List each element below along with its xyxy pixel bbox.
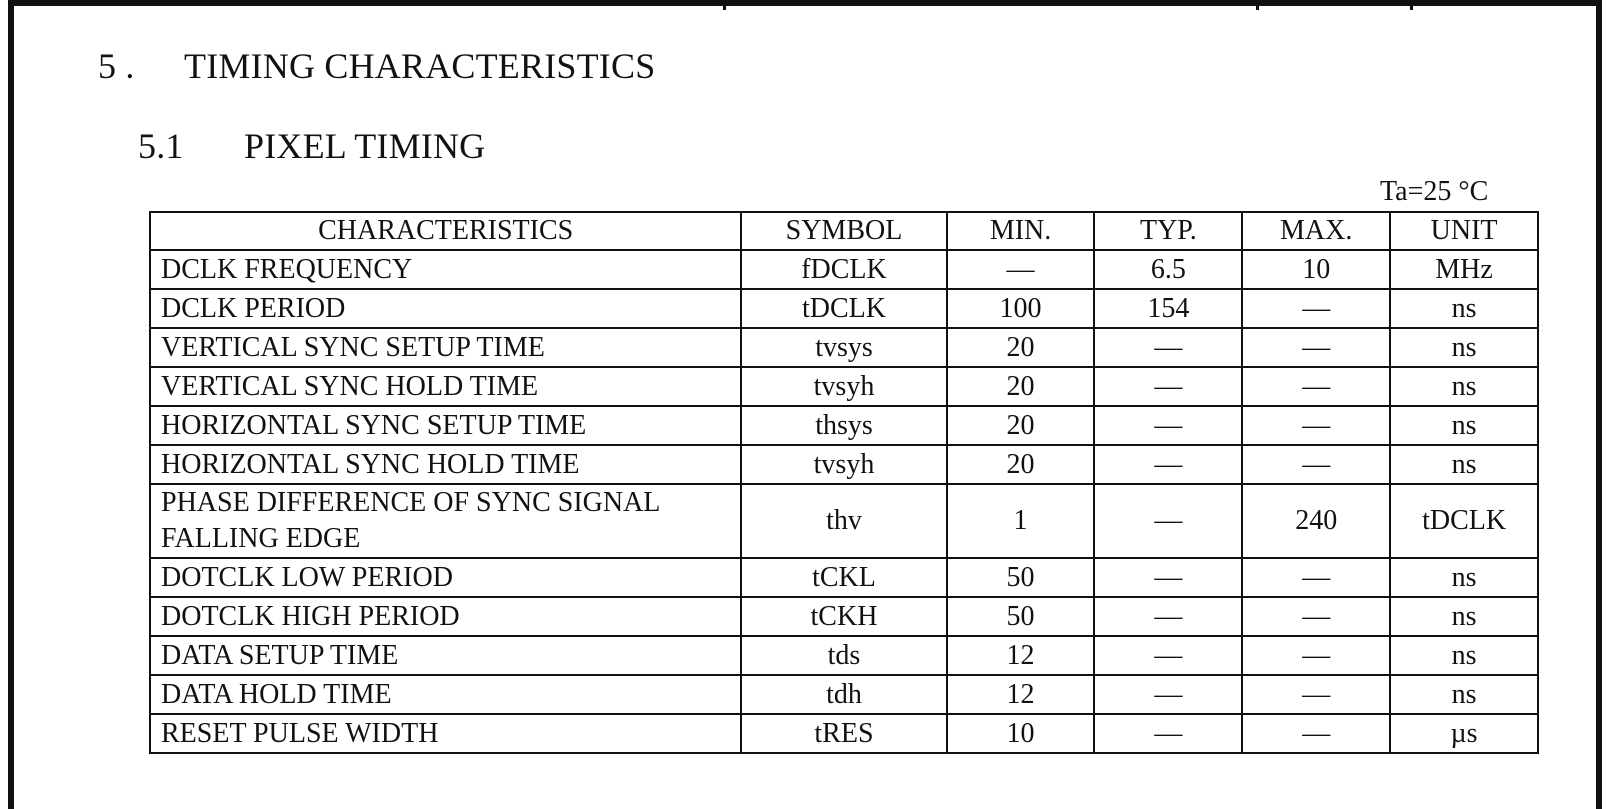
cell-unit: µs	[1390, 714, 1538, 753]
cell-max: —	[1242, 406, 1390, 445]
cell-characteristic: VERTICAL SYNC SETUP TIME	[150, 328, 741, 367]
page-frame-right	[1596, 0, 1602, 809]
cell-min: 12	[947, 675, 1095, 714]
table-row	[150, 367, 1538, 406]
cell-max: —	[1242, 328, 1390, 367]
page-frame-top	[8, 0, 1602, 6]
pixel-timing-table	[149, 211, 1539, 754]
page-frame-left	[8, 0, 14, 809]
cell-characteristic: DATA SETUP TIME	[150, 636, 741, 675]
cell-unit: ns	[1390, 445, 1538, 484]
cell-characteristic: DCLK FREQUENCY	[150, 250, 741, 289]
cell-typ: —	[1094, 558, 1242, 597]
cell-symbol: thv	[741, 484, 946, 558]
cell-symbol: tRES	[741, 714, 946, 753]
cell-typ: —	[1094, 445, 1242, 484]
cell-symbol: tvsyh	[741, 445, 946, 484]
header-symbol: SYMBOL	[741, 212, 946, 250]
cell-typ: —	[1094, 675, 1242, 714]
subsection-title: PIXEL TIMING	[244, 126, 486, 166]
cell-symbol: tDCLK	[741, 289, 946, 328]
table-row	[150, 289, 1538, 328]
cell-min: 50	[947, 558, 1095, 597]
cell-typ: —	[1094, 328, 1242, 367]
cell-unit: tDCLK	[1390, 484, 1538, 558]
cell-max: 10	[1242, 250, 1390, 289]
header-typ: TYP.	[1094, 212, 1242, 250]
cell-symbol: tCKL	[741, 558, 946, 597]
cell-min: 20	[947, 445, 1095, 484]
cell-typ: —	[1094, 367, 1242, 406]
table-row	[150, 636, 1538, 675]
cell-symbol: fDCLK	[741, 250, 946, 289]
cell-min: —	[947, 250, 1095, 289]
cell-symbol: tds	[741, 636, 946, 675]
cell-min: 50	[947, 597, 1095, 636]
cell-characteristic: HORIZONTAL SYNC HOLD TIME	[150, 445, 741, 484]
cell-max: —	[1242, 714, 1390, 753]
cell-unit: ns	[1390, 328, 1538, 367]
cell-min: 20	[947, 328, 1095, 367]
cell-symbol: tCKH	[741, 597, 946, 636]
table-row	[150, 675, 1538, 714]
cell-characteristic: DATA HOLD TIME	[150, 675, 741, 714]
cell-typ: —	[1094, 714, 1242, 753]
frame-tick	[1410, 0, 1413, 10]
cell-unit: ns	[1390, 406, 1538, 445]
frame-tick	[723, 0, 726, 10]
cell-typ: 6.5	[1094, 250, 1242, 289]
cell-typ: 154	[1094, 289, 1242, 328]
cell-characteristic: HORIZONTAL SYNC SETUP TIME	[150, 406, 741, 445]
table-row	[150, 406, 1538, 445]
cell-typ: —	[1094, 406, 1242, 445]
cell-characteristic: DOTCLK LOW PERIOD	[150, 558, 741, 597]
cell-min: 10	[947, 714, 1095, 753]
cell-symbol: tdh	[741, 675, 946, 714]
table-row	[150, 328, 1538, 367]
section-number: 5 .	[98, 46, 135, 86]
cell-min: 100	[947, 289, 1095, 328]
cell-typ: —	[1094, 597, 1242, 636]
header-max: MAX.	[1242, 212, 1390, 250]
cell-max: —	[1242, 289, 1390, 328]
table-row	[150, 484, 1538, 558]
cell-unit: ns	[1390, 597, 1538, 636]
cell-typ: —	[1094, 636, 1242, 675]
cell-symbol: thsys	[741, 406, 946, 445]
cell-unit: ns	[1390, 675, 1538, 714]
table-row	[150, 597, 1538, 636]
cell-symbol: tvsyh	[741, 367, 946, 406]
cell-max: —	[1242, 445, 1390, 484]
cell-max: —	[1242, 558, 1390, 597]
cell-max: —	[1242, 597, 1390, 636]
cell-min: 20	[947, 367, 1095, 406]
cell-characteristic: VERTICAL SYNC HOLD TIME	[150, 367, 741, 406]
header-unit: UNIT	[1390, 212, 1538, 250]
cell-unit: ns	[1390, 289, 1538, 328]
section-title: TIMING CHARACTERISTICS	[184, 46, 656, 86]
cell-unit: ns	[1390, 367, 1538, 406]
table-row	[150, 250, 1538, 289]
table-row	[150, 714, 1538, 753]
cell-typ: —	[1094, 484, 1242, 558]
cell-max: —	[1242, 675, 1390, 714]
table-row	[150, 445, 1538, 484]
cell-unit: MHz	[1390, 250, 1538, 289]
cell-unit: ns	[1390, 558, 1538, 597]
subsection-number: 5.1	[138, 126, 184, 166]
header-characteristics: CHARACTERISTICS	[150, 212, 741, 250]
table-header-row	[150, 212, 1538, 250]
cell-symbol: tvsys	[741, 328, 946, 367]
cell-characteristic: DOTCLK HIGH PERIOD	[150, 597, 741, 636]
cell-min: 20	[947, 406, 1095, 445]
cell-max: 240	[1242, 484, 1390, 558]
table-row	[150, 558, 1538, 597]
cell-characteristic: RESET PULSE WIDTH	[150, 714, 741, 753]
header-min: MIN.	[947, 212, 1095, 250]
cell-unit: ns	[1390, 636, 1538, 675]
frame-tick	[1256, 0, 1259, 10]
cell-min: 12	[947, 636, 1095, 675]
cell-max: —	[1242, 367, 1390, 406]
cell-characteristic: DCLK PERIOD	[150, 289, 741, 328]
cell-characteristic: PHASE DIFFERENCE OF SYNC SIGNAL FALLING EDGE	[150, 484, 741, 558]
cell-min: 1	[947, 484, 1095, 558]
temperature-condition: Ta=25 °C	[1380, 176, 1489, 207]
cell-max: —	[1242, 636, 1390, 675]
